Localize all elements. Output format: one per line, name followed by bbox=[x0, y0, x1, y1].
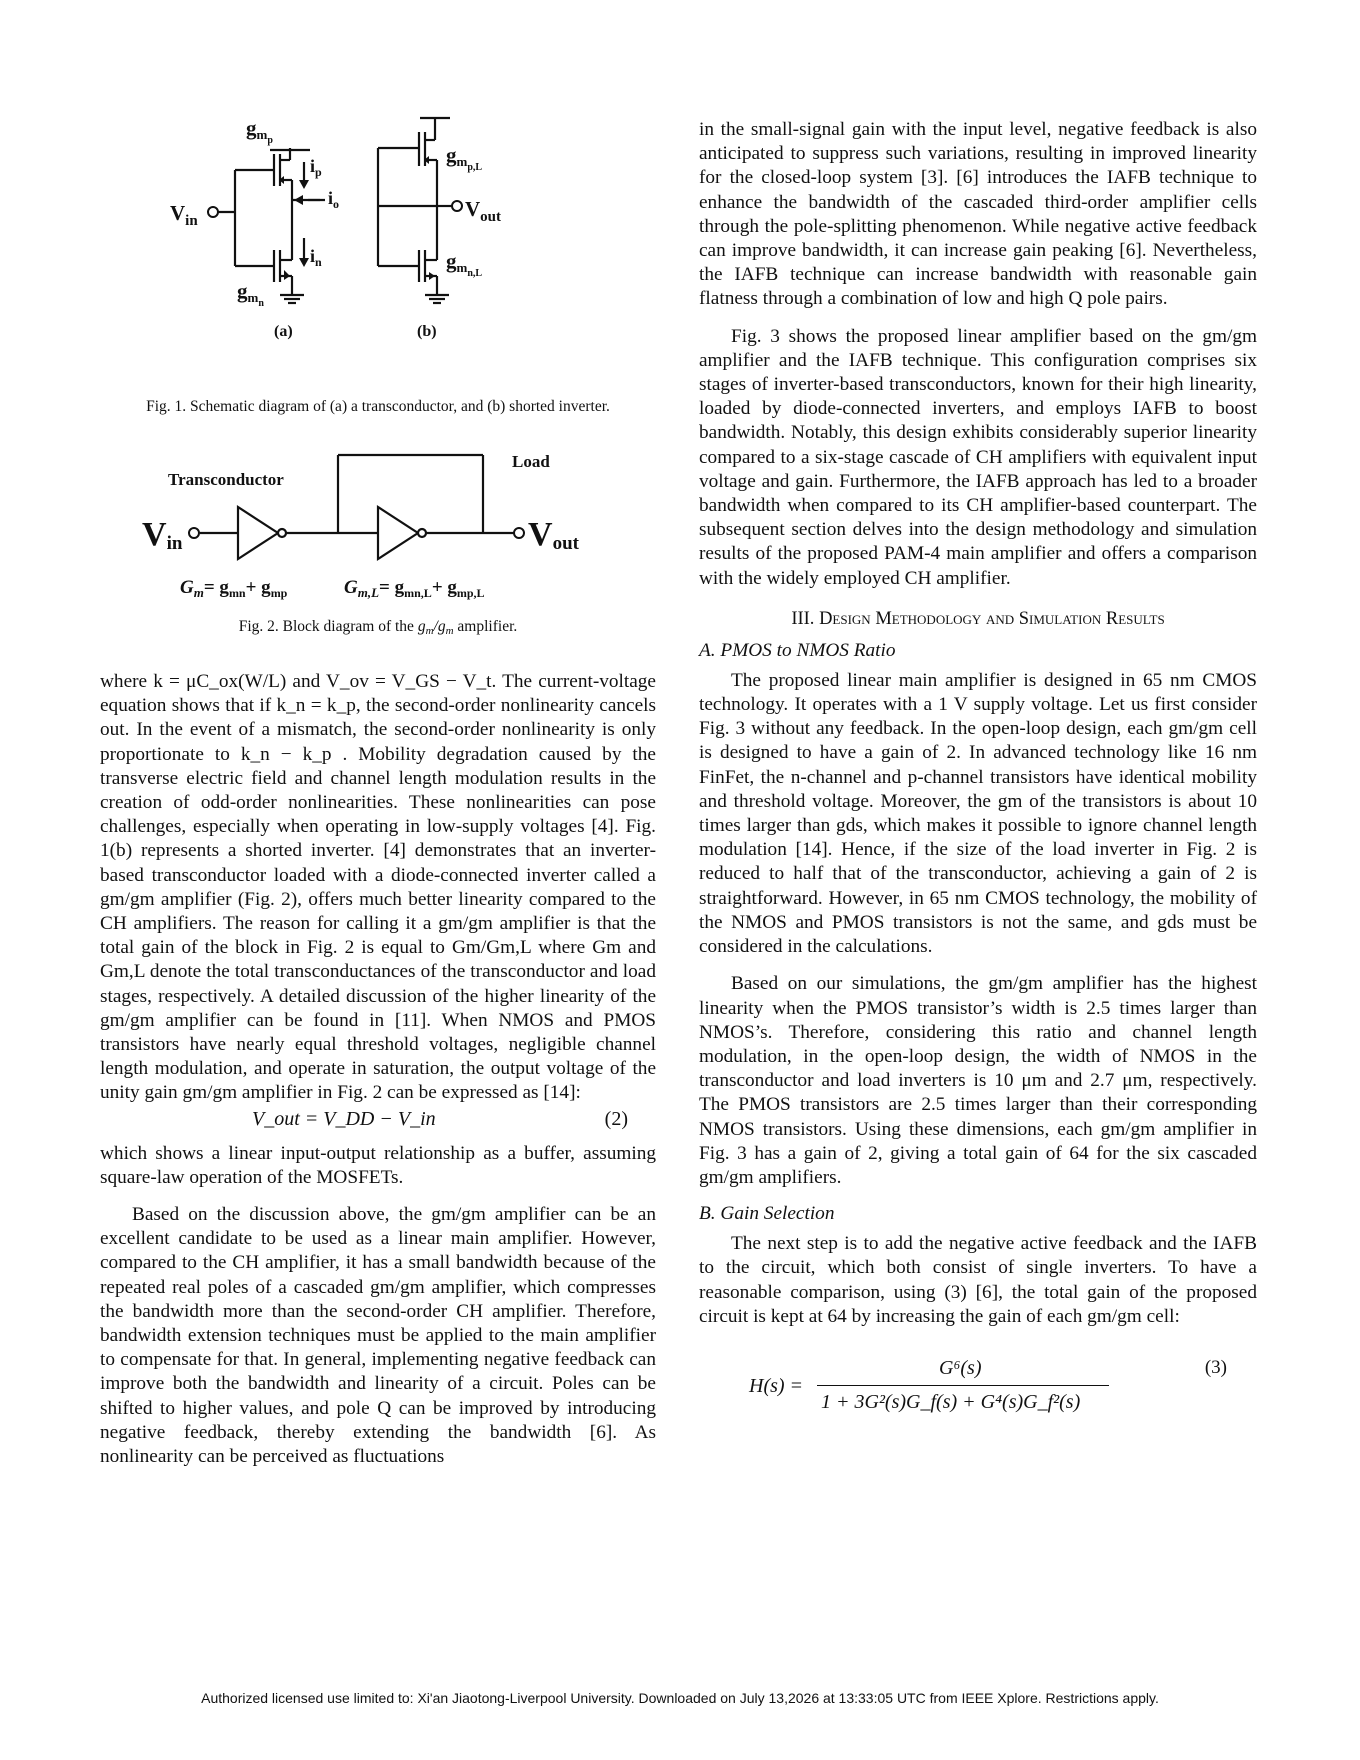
figure-1-schematic bbox=[170, 116, 600, 380]
right-paragraph-4: Based on our simulations, the gm/gm amplifier has the highest linearity when the PMOS transistor’s width is 2.5 times larger than NMOS’s. Therefore, considering this ratio and channel length modulation, in the open-loop design, the width of NMOS in the transconductor and load inverters is 10 μm and 2.7 μm, respectively. The PMOS transistors are 2.5 times larger than their corresponding NMOS transistors. Using these dimensions, each gm/gm amplifier in Fig. 3 has a gain of 2, giving a total gain of 64 for the six cascaded gm/gm amplifiers. bbox=[699, 973, 1257, 1188]
fig2-load-label: Load bbox=[512, 452, 550, 471]
svg-text:Gm= gmn+ gmp: $G_m= g_{mn}+ g_{mp}$ bbox=[180, 577, 288, 600]
right-paragraph-1: in the small-signal gain with the input level, negative feedback is also anticipated to suppress such variations, resulting in improved linearity for the closed-loop system [3]. [6] introduces the IAFB technique to enhance the bandwidth of the cascaded third-order amplifier cells through the pole-splitting phenomenon. While negative active feedback can improve bandwidth, it can increase gain peaking [6]. Nevertheless, the IAFB technique can increase bandwidth with reasonable gain flatness through a combination of low and high Q pole pairs. bbox=[699, 119, 1257, 310]
fig1-gmpl-label: gmp,L bbox=[446, 143, 483, 173]
fig1-in-label: $i_n$ bbox=[310, 246, 322, 269]
fig2-transconductor-label: Transconductor bbox=[168, 470, 284, 489]
fig1-gmnl-label: gmn,L bbox=[446, 249, 483, 279]
equation-3: H(s) = G⁶(s) 1 + 3G²(s)G_f(s) + G⁴(s)G_f²(s) (3) bbox=[749, 1356, 1227, 1413]
fig1-vin-label: $V_{in}$ bbox=[170, 201, 198, 229]
left-column bbox=[100, 670, 656, 1469]
subsection-b-heading: B. Gain Selection bbox=[699, 1203, 835, 1225]
fig1-caption: Fig. 1. Schematic diagram of (a) a transconductor, and (b) shorted inverter. bbox=[146, 398, 610, 415]
subsection-a-heading: A. PMOS to NMOS Ratio bbox=[699, 639, 896, 661]
fig1-vout-label: $V_{out}$ bbox=[465, 197, 502, 225]
left-paragraph-1: where k = μC_ox(W/L) and V_ov = V_GS − V_t. The current-voltage equation shows that if k_n = k_p, the second-order nonlinearity cancels out. In the event of a mismatch, the second-order nonlinearity is only proportionate to k_n − k_p . Mobility degradation caused by the transverse electric field and channel length modulation results in the creation of odd-order nonlinearities. These nonlinearities can pose challenges, especially when operating in low-supply voltages [4]. Fig. 1(b) represents a shorted inverter. [4] demonstrates that an inverter-based transconductor loaded with a diode-connected inverter called a gm/gm amplifier (Fig. 2), offers much better linearity compared to the CH amplifiers. The reason for calling it a gm/gm amplifier is that the total gain of the block in Fig. 2 is equal to Gm/Gm,L where Gm and Gm,L denote the total transconductances of the transconductor and load stages, respectively. A detailed discussion of the higher linearity of the gm/gm amplifier can be found in [11]. When NMOS and PMOS transistors have nearly equal threshold voltages, negligible channel length modulation, and operate in saturation, the output voltage of the unity gain gm/gm amplifier in Fig. 2 can be expressed as [14]: bbox=[100, 671, 656, 1104]
section-heading: III. Design Methodology and Simulation Results bbox=[791, 608, 1165, 629]
right-column bbox=[699, 118, 1257, 1431]
fig1-gmn-label: gmn bbox=[237, 279, 264, 309]
fig1-ip-label: $i_p$ bbox=[310, 156, 322, 179]
left-paragraph-2: which shows a linear input-output relationship as a buffer, assuming square-law operation of the MOSFETs. bbox=[100, 1142, 656, 1188]
fig2-vout-label: Vout bbox=[528, 516, 579, 554]
figure-2-block-diagram bbox=[142, 445, 610, 610]
fig2-equations bbox=[180, 577, 485, 600]
fig1-io-label: $i_o$ bbox=[328, 188, 340, 211]
fig2-caption: Fig. 2. Block diagram of the gm/gm amplifier. bbox=[238, 618, 518, 637]
svg-text:Gm,L= gmn,L+ gmp,L: $G_{m,L}= g_{mn,L}+ g_{mp,L}$ bbox=[344, 577, 485, 600]
right-paragraph-5: The next step is to add the negative active feedback and the IAFB to the circuit, which both consist of single inverters. To have a reasonable comparison, using (3) [6], the total gain of the proposed circuit is kept at 64 by increasing the gain of each gm/gm cell: bbox=[699, 1233, 1257, 1327]
fig2-vin-label: Vin bbox=[142, 516, 183, 554]
equation-2: V_out = V_DD − V_in (2) bbox=[252, 1107, 628, 1130]
fig1-gmp-label: gmp bbox=[246, 116, 273, 146]
fig1-label-b: (b) bbox=[417, 323, 437, 340]
left-paragraph-3: Based on the discussion above, the gm/gm amplifier can be an excellent candidate to be used as a linear main amplifier. However, compared to the CH amplifier, it has a small bandwidth because of the repeated real poles of a cascaded gm/gm amplifier, which compresses the bandwidth more than the second-order CH amplifier. Therefore, bandwidth extension techniques must be applied to the main amplifier to compensate for that. In general, implementing negative feedback can improve both the bandwidth and linearity of a circuit. Poles can be shifted to higher values, and pole Q can be improved by introducing negative feedback, thereby extending the bandwidth [6]. As nonlinearity can be perceived as fluctuations bbox=[100, 1204, 656, 1468]
fig1-label-a: (a) bbox=[274, 323, 293, 340]
footer-license-notice: Authorized licensed use limited to: Xi'an Jiaotong-Liverpool University. Downloaded on July 13,2026 at 13:33:05 UTC from IEEE Xplore. Restrictions apply. bbox=[201, 1690, 1159, 1706]
right-paragraph-3: The proposed linear main amplifier is designed in 65 nm CMOS technology. It operates with a 1 V supply voltage. Let us first consider Fig. 3 without any feedback. In the open-loop design, each gm/gm cell is designed to have a gain of 2. In advanced technology like 16 nm FinFet, the n-channel and p-channel transistors have identical mobility and threshold voltage. Moreover, the gm of the transistors is about 10 times larger than gds, which makes it possible to ignore channel length modulation [14]. Hence, if the size of the load inverter in Fig. 2 is reduced to half that of the transconductor, achieving a gain of 2 is straightforward. However, in 65 nm CMOS technology, the mobility of the NMOS and PMOS transistors is not the same, and gds must be considered in the calculations. bbox=[699, 669, 1257, 958]
right-paragraph-2: Fig. 3 shows the proposed linear amplifier based on the gm/gm amplifier and the IAFB technique. This configuration comprises six stages of inverter-based transconductors, known for their high linearity, loaded by diode-connected inverters, and employs IAFB to boost bandwidth. Notably, this design exhibits considerably superior linearity compared to a six-stage cascade of CH amplifiers with equivalent input voltage and gain. Furthermore, the IAFB approach has led to a broader bandwidth when compared to its CH amplifier-based counterpart. The subsequent section delves into the design methodology and simulation results of the proposed PAM-4 main amplifier and offers a comparison with the widely employed CH amplifier. bbox=[699, 325, 1257, 589]
